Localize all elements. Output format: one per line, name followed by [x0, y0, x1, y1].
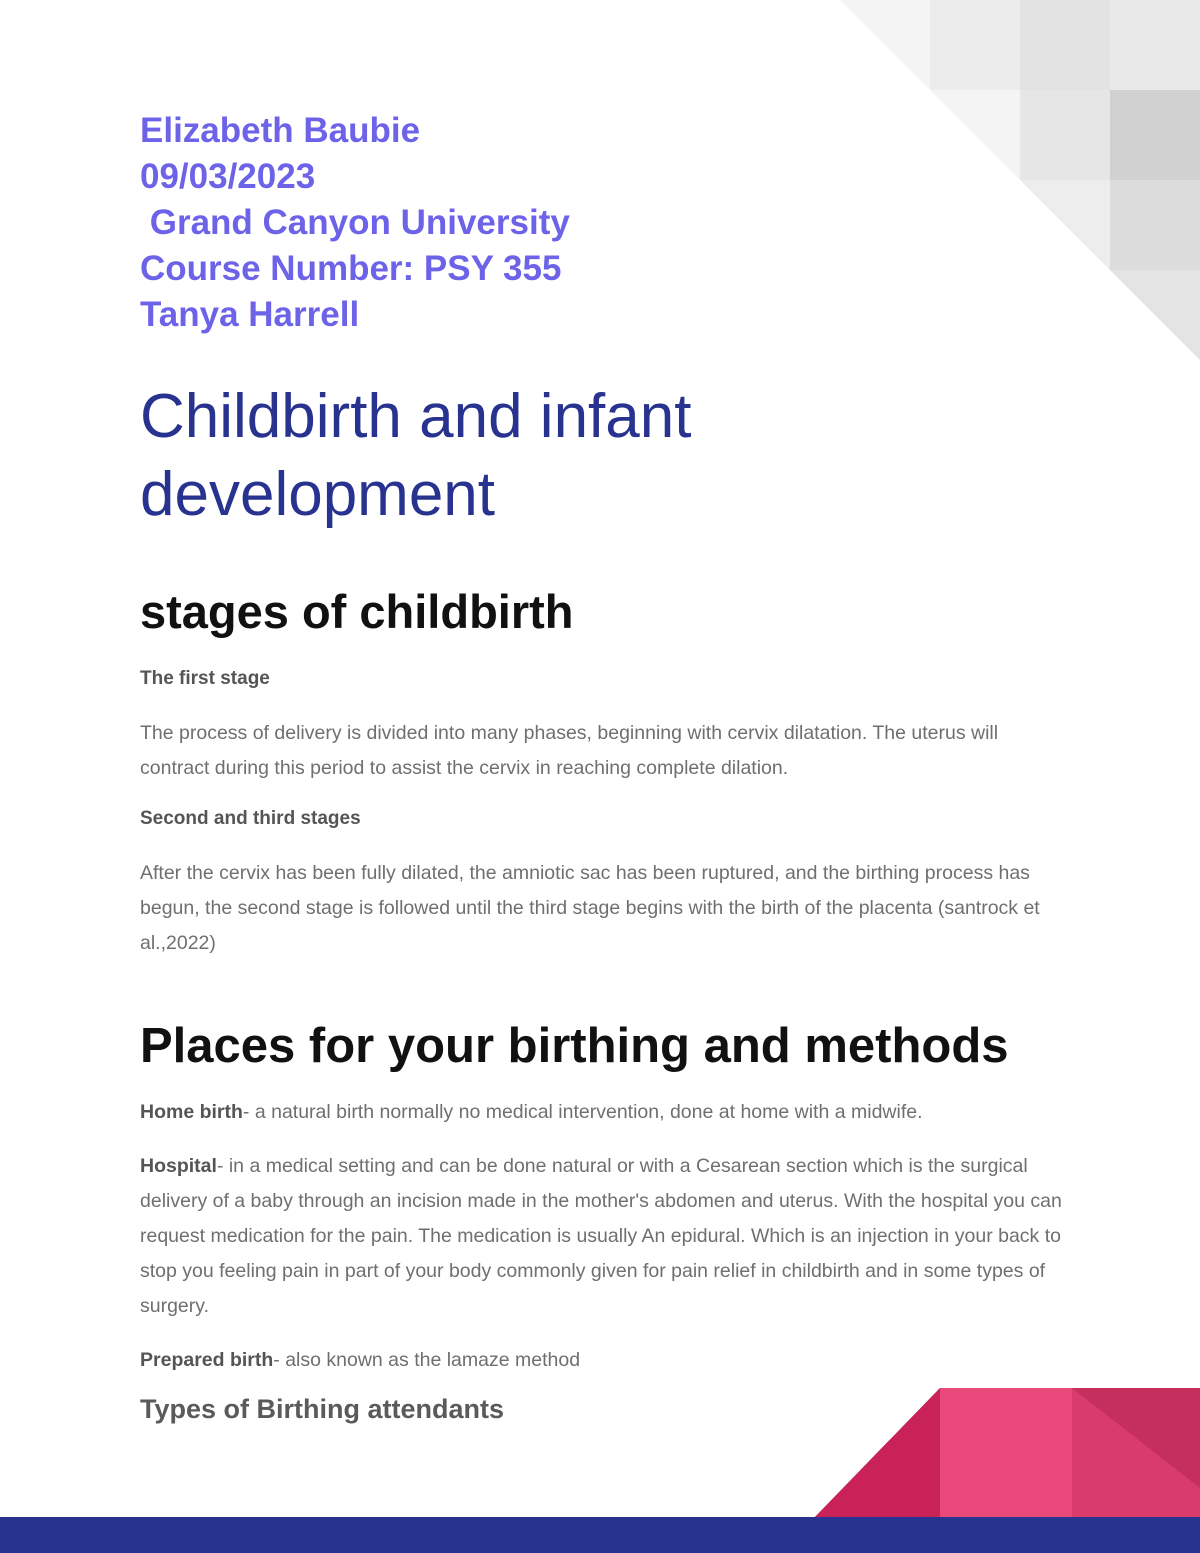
second-stage-text: After the cervix has been fully dilated, the amniotic sac has been ruptured, and the birthing process has begun, the second stage is followed until the third stage begins with the birth of the placenta (santrock et al.,2022) [140, 862, 1040, 954]
home-birth-paragraph [140, 1095, 1070, 1130]
hospital-text: - in a medical setting and can be done natural or with a Cesarean section which is the surgical delivery of a baby through an incision made in the mother's abdomen and uterus. With the hospital you can request medication for the pain. The medication is usually An epidural. Which is an injection in your back to stop you feeling pain in part of your body commonly given for pain relief in childbirth and in some types of surgery. [140, 1155, 1062, 1317]
first-stage-text: The process of delivery is divided into many phases, beginning with cervix dilatation. The uterus will contract during this period to assist the cervix in reaching complete dilation. [140, 722, 999, 779]
stages-heading: stages of childbirth [140, 585, 574, 638]
date: 09/03/2023 [140, 157, 316, 196]
prepared-birth-text: - also known as the lamaze method [273, 1349, 581, 1371]
first-stage-heading: The first stage [140, 668, 270, 689]
course-number: Course Number: PSY 355 [140, 249, 562, 288]
footer-bar [0, 1517, 1200, 1553]
author-info [140, 108, 1070, 338]
second-stage-heading: Second and third stages [140, 808, 361, 829]
document-title [140, 378, 1070, 534]
hospital-paragraph [140, 1149, 1070, 1324]
places-heading: Places for your birthing and methods [140, 1019, 1009, 1073]
birthing-attendants-heading: Types of Birthing attendants [140, 1394, 505, 1424]
hospital-label: Hospital [140, 1155, 217, 1177]
title-line-2: development [140, 460, 496, 529]
prepared-birth-paragraph [140, 1343, 1070, 1378]
prepared-birth-label: Prepared birth [140, 1349, 274, 1371]
title-line-1: Childbirth and infant [140, 382, 692, 451]
author-name: Elizabeth Baubie [140, 111, 421, 150]
university: Grand Canyon University [140, 203, 570, 242]
document-body [140, 108, 1070, 1426]
home-birth-text: - a natural birth normally no medical intervention, done at home with a midwife. [242, 1101, 923, 1123]
instructor-name: Tanya Harrell [140, 295, 360, 334]
home-birth-label: Home birth [140, 1101, 243, 1123]
